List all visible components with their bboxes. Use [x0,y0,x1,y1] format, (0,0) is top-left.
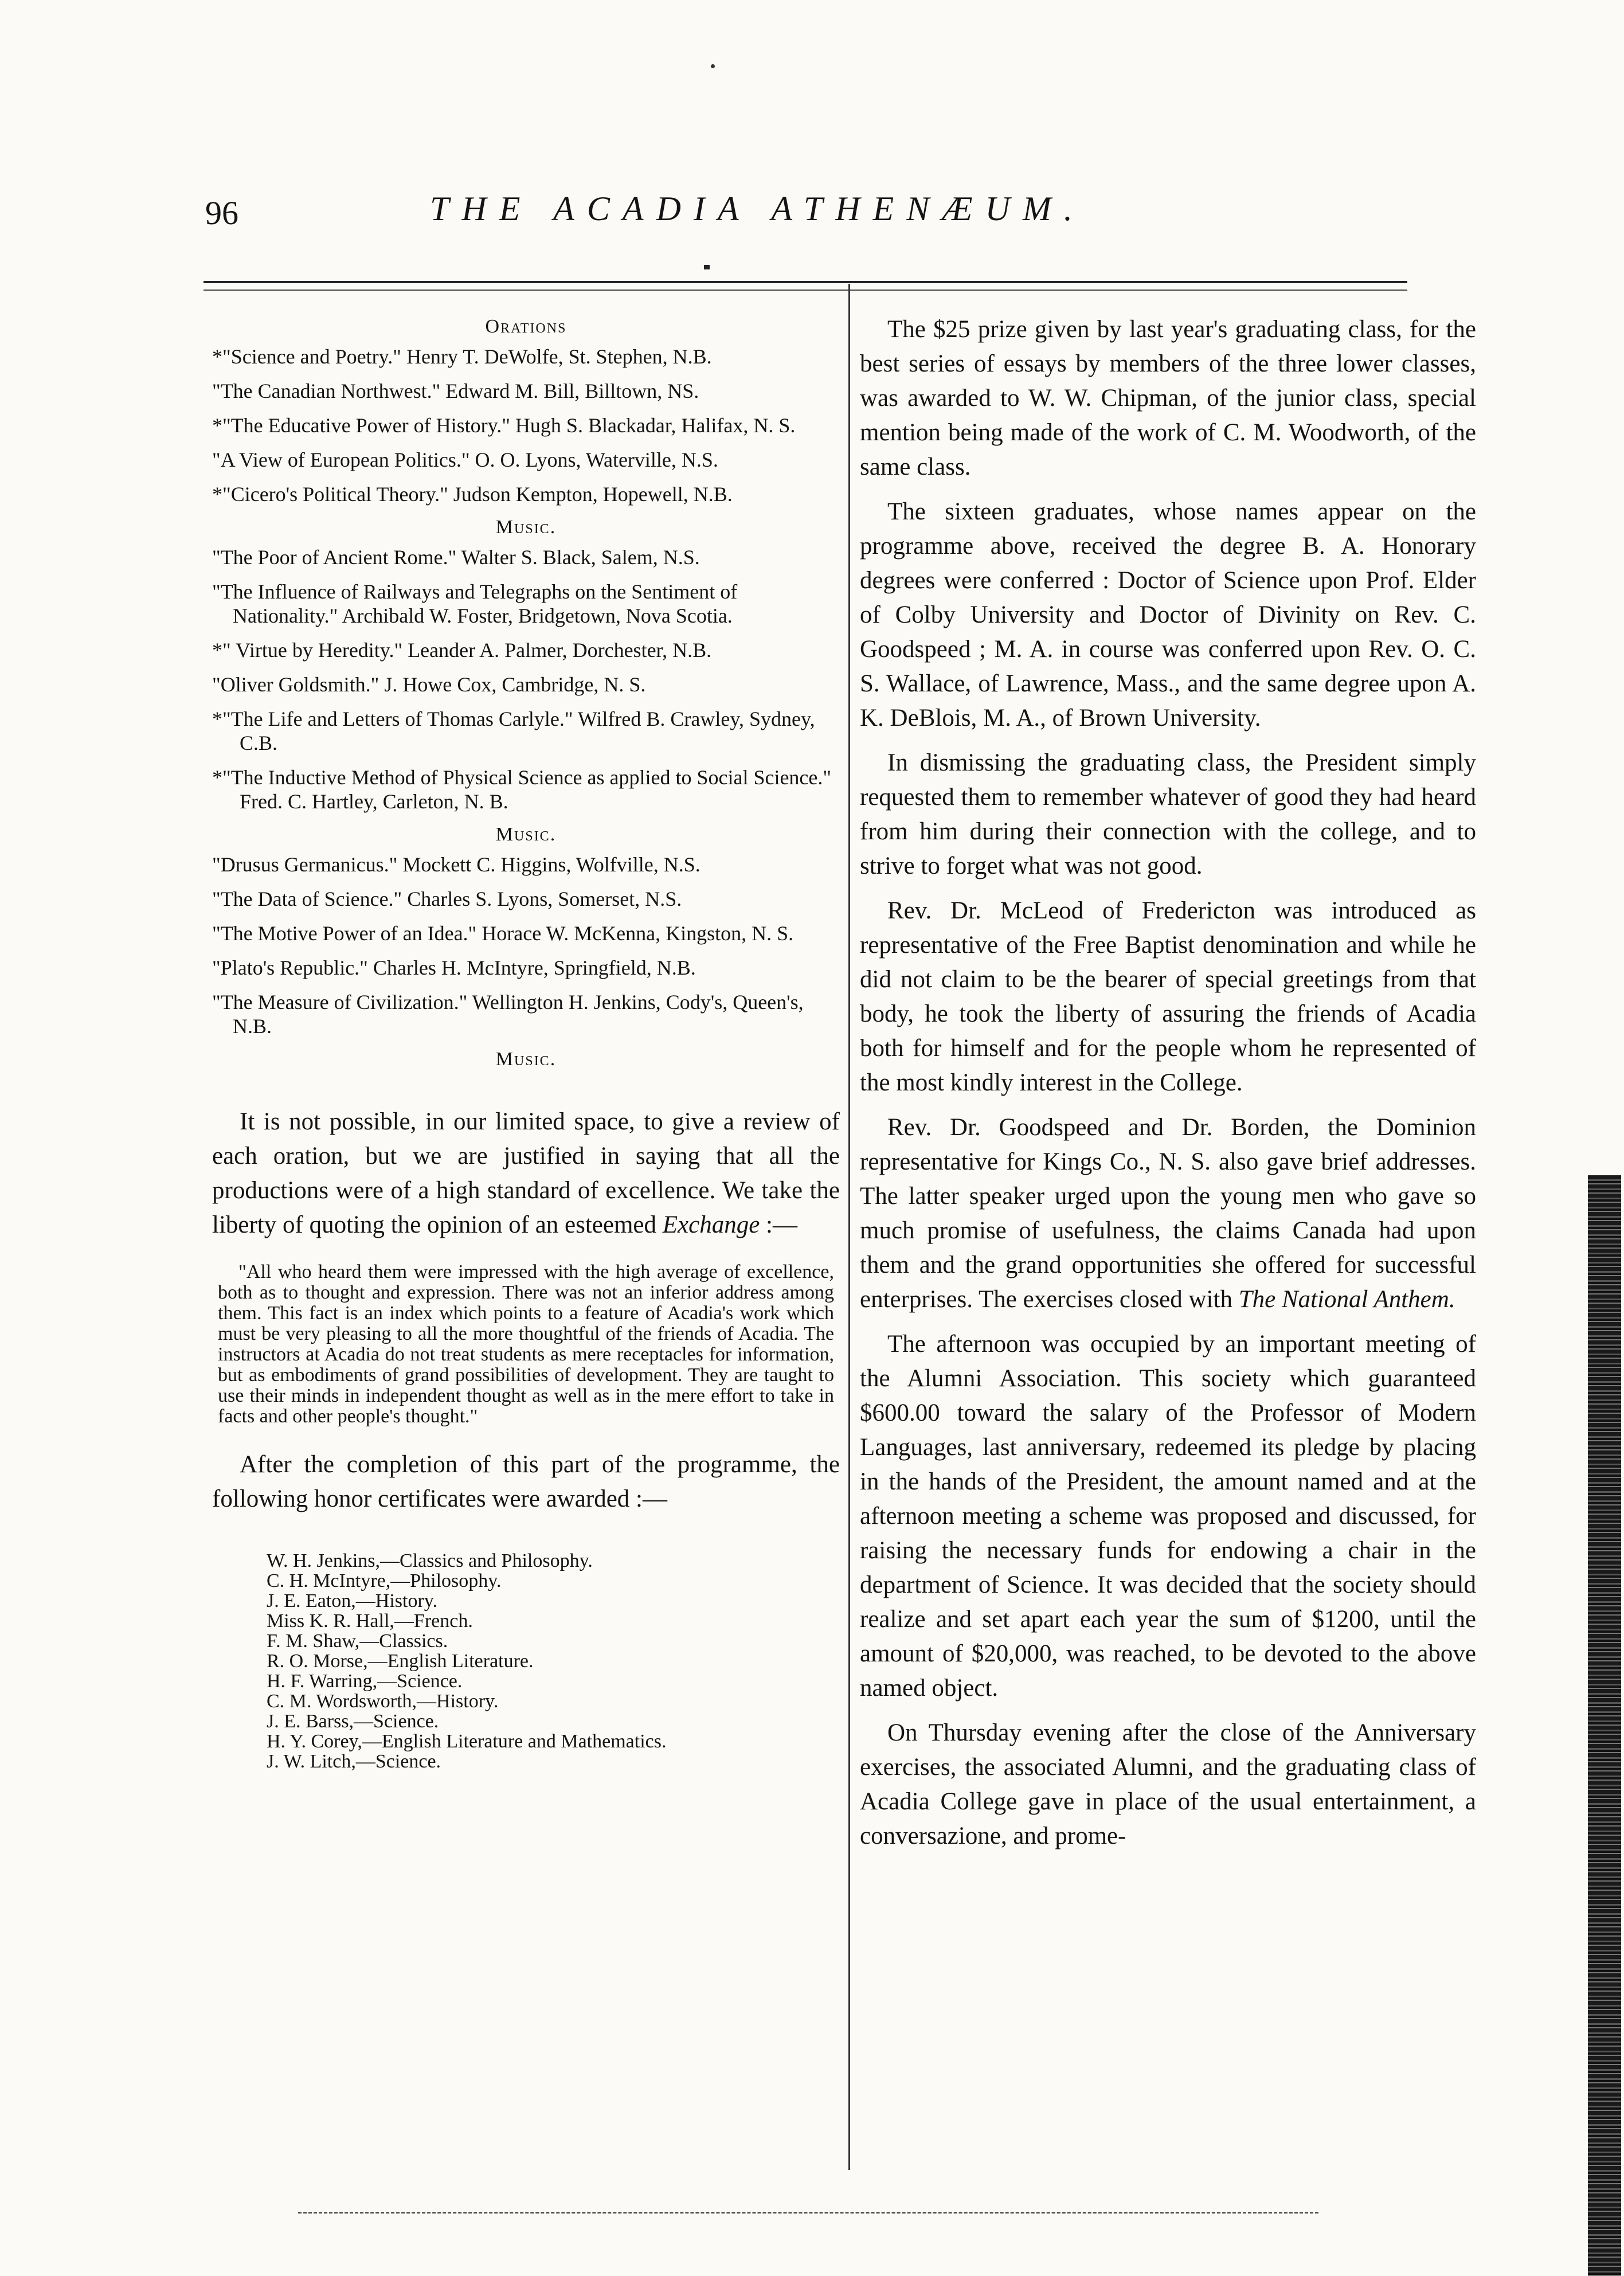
mcleod-paragraph: Rev. Dr. McLeod of Fredericton was introduced as representative of the Free Baptist denomination and while he did not claim to be the bearer of special greetings from that body, he took the liberty of assuring the friends of Acadia both for himself and for the people whom he represented of the most kindly interest in the College. [860,897,1476,1096]
oration-entry: "A View of European Politics." O. O. Lyons, Waterville, N.S. [212,448,718,471]
orations-heading: Orations [485,316,567,337]
thursday-paragraph: On Thursday evening after the close of the Anniversary exercises, the associated Alumni, and the graduating class of Acadia College gave in place of the usual entertainment, a conversazione, and prome- [860,1719,1476,1849]
certificates-list [212,1551,840,1771]
certificate-item: H. F. Warring,—Science. [267,1671,463,1692]
prize-paragraph: The $25 prize given by last year's graduating class, for the best series of essays by members of the three lower classes, was awarded to W. W. Chipman, of the junior class, special mention being made of the work of C. M. Woodworth, of the same class. [860,316,1476,480]
certificate-item: J. E. Eaton,—History. [267,1590,438,1612]
addresses-paragraph [860,1110,1476,1317]
running-title: THE ACADIA ATHENÆUM. [430,190,1085,228]
right-column [860,312,1476,1864]
certificate-item: J. W. Litch,—Science. [267,1751,441,1772]
oration-entry: *"Science and Poetry." Henry T. DeWolfe, St. Stephen, N.B. [212,345,712,368]
certificate-item: F. M. Shaw,—Classics. [267,1630,448,1652]
anthem-ref: The National Anthem. [1238,1286,1455,1313]
header-rule [204,281,1407,283]
oration-entry: "The Poor of Ancient Rome." Walter S. Black, Salem, N.S. [212,546,700,569]
exchange-quote: "All who heard them were impressed with the high average of excellence, both as to thought and expression. There was not an inferior address among them. This fact is an index which points to a feature of Acadia's work which must be very pleasing to all the more thoughtful of the friends of Acadia. The instructors at Acadia do not treat students as mere receptacles for information, but as embodiments of grand possibilities of development. They are taught to use their minds in independent thought as well as in the mere effort to take in facts and other people's thought." [218,1261,834,1427]
review-text: It is not possible, in our limited space, to give a review of each oration, but we are justified in saying that all the productions were of a high standard of excellence. We take the liberty of quoting the opinion of an esteemed [212,1108,840,1238]
certificate-item: C. M. Wordsworth,—History. [267,1691,499,1712]
oration-entry: *"Cicero's Political Theory." Judson Kempton, Hopewell, N.B. [212,483,733,506]
oration-entry: "The Measure of Civilization." Wellington H. Jenkins, Cody's, Queen's, N.B. [212,991,804,1038]
oration-entry: "Oliver Goldsmith." J. Howe Cox, Cambridge, N. S. [212,673,646,696]
oration-entry: "Drusus Germanicus." Mockett C. Higgins, Wolfville, N.S. [212,853,701,876]
stray-mark [711,64,715,68]
alumni-paragraph: The afternoon was occupied by an important meeting of the Alumni Association. This society which guaranteed $600.00 toward the salary of the Professor of Modern Languages, last anniversary, redeemed its pledge by placing in the hands of the President, the amount named and at the afternoon meeting a scheme was proposed and discussed, for raising the necessary funds for endowing a chair in the department of Science. It was decided that the society should realize and set apart each year the sum of $1200, until the amount of $20,000, was reached, to be devoted to the above named object. [860,1331,1476,1702]
president-paragraph: In dismissing the graduating class, the President simply requested them to remember whatever of good they had heard from him during their connection with the college, and to strive to forget what was not good. [860,749,1476,879]
certificate-item: J. E. Barss,—Science. [267,1711,439,1732]
certificates-intro: After the completion of this part of the programme, the following honor certificates were awarded :— [212,1451,840,1512]
certificate-item: Miss K. R. Hall,—French. [267,1610,473,1632]
oration-entry: *" Virtue by Heredity." Leander A. Palmer, Dorchester, N.B. [212,639,712,662]
oration-entry: *"The Educative Power of History." Hugh S. Blackadar, Halifax, N. S. [212,414,796,437]
addresses-text: Rev. Dr. Goodspeed and Dr. Borden, the Dominion representative for Kings Co., N. S. also gave brief addresses. The latter speaker urged upon the young men who gave so much promise of usefulness, the claims Canada had upon them and the grand opportunities she offered for successful enterprises. The exercises closed with [860,1114,1476,1313]
footer-rule [298,2212,1318,2214]
music-heading: Music. [495,517,557,538]
oration-entry: "The Canadian Northwest." Edward M. Bill, Billtown, NS. [212,380,699,402]
music-heading: Music. [495,824,557,845]
page-header [195,189,1410,252]
page-number: 96 [205,194,238,232]
oration-entry: "Plato's Republic." Charles H. McIntyre, Springfield, N.B. [212,956,696,979]
certificate-item: H. Y. Corey,—English Literature and Mathematics. [267,1731,667,1752]
left-column [212,312,840,1771]
music-heading: Music. [495,1049,557,1070]
exchange-ref: Exchange [662,1211,760,1238]
certificate-item: R. O. Morse,—English Literature. [267,1651,534,1672]
header-rule-thin [204,290,1407,291]
degrees-paragraph: The sixteen graduates, whose names appear on the programme above, received the degree B. A. Honorary degrees were conferred : Doctor of Science upon Prof. Elder of Colby University and Doctor of Divinity on Rev. C. Goodspeed ; M. A. in course was conferred upon Rev. O. C. S. Wallace, of Lawrence, Mass., and the same degree upon A. K. DeBlois, M. A., of Brown University. [860,498,1476,732]
certificate-item: C. H. McIntyre,—Philosophy. [267,1570,502,1591]
title-mark [704,265,710,269]
oration-entry: *"The Inductive Method of Physical Science as applied to Social Science." Fred. C. Hartley, Carleton, N. B. [212,766,832,813]
oration-entry: "The Influence of Railways and Telegraphs on the Sentiment of Nationality." Archibald W. Foster, Bridgetown, Nova Scotia. [212,580,738,627]
review-paragraph [212,1105,840,1242]
oration-entry: "The Data of Science." Charles S. Lyons, Somerset, N.S. [212,887,682,910]
oration-entry: "The Motive Power of an Idea." Horace W. McKenna, Kingston, N. S. [212,922,794,945]
certificate-item: W. H. Jenkins,—Classics and Philosophy. [267,1550,593,1571]
column-divider [848,284,850,2170]
review-tail: :— [760,1211,797,1238]
scan-edge [1588,1175,1621,2276]
oration-entry: *"The Life and Letters of Thomas Carlyle." Wilfred B. Crawley, Sydney, C.B. [212,707,815,754]
